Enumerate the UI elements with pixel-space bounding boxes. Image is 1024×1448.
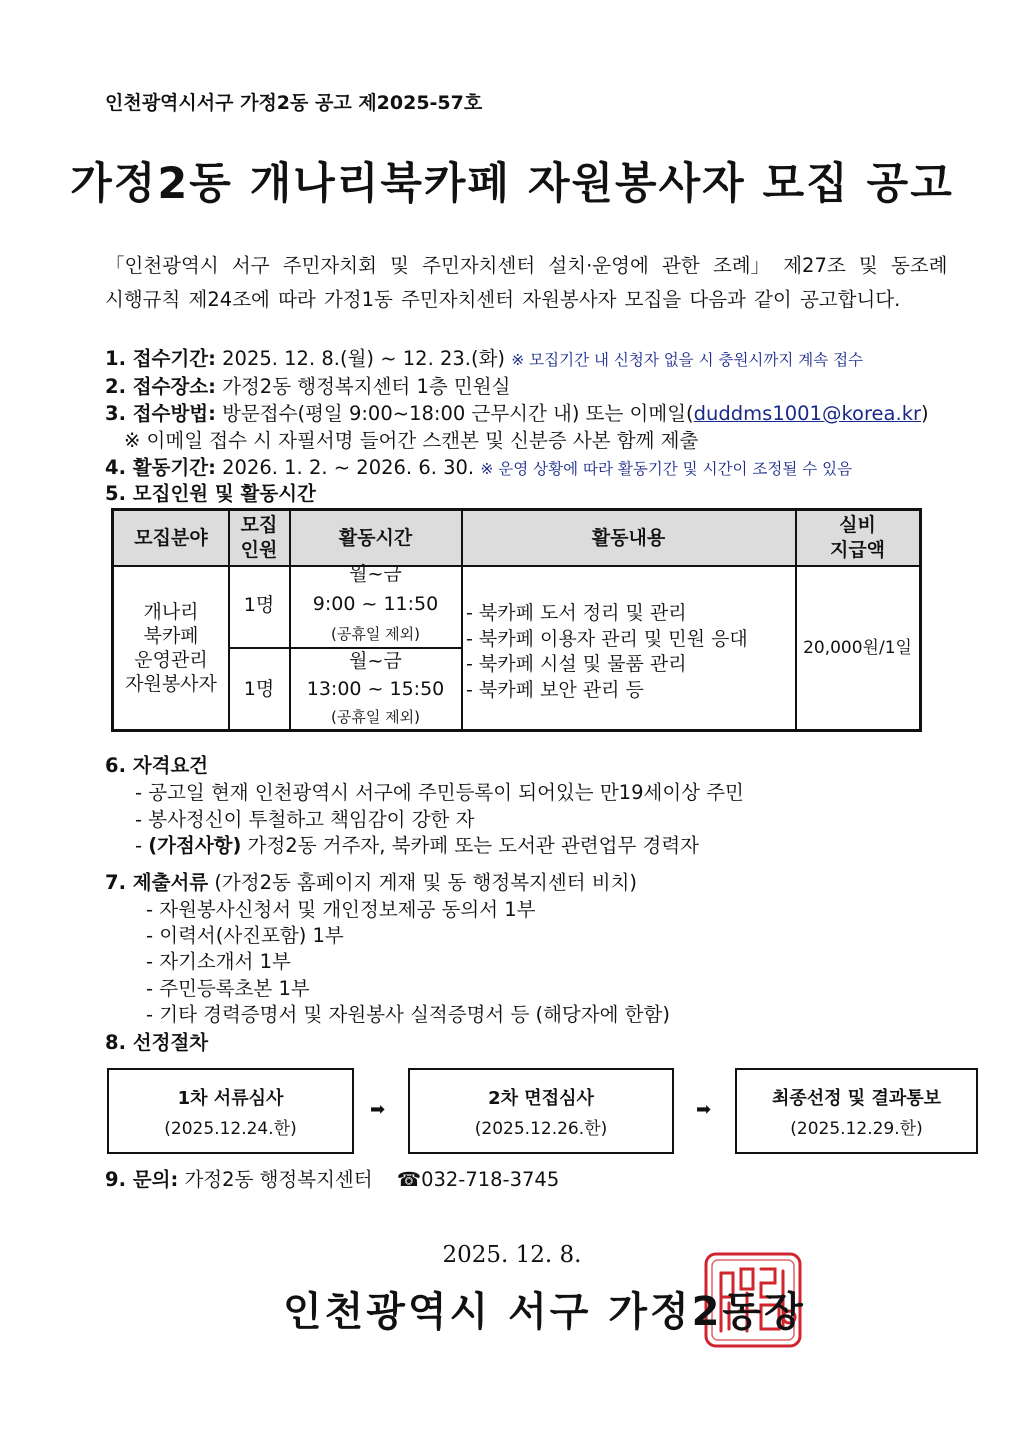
header-content: 활동내용 <box>591 526 666 549</box>
arrow-icon: ➡ <box>370 1099 386 1120</box>
document-line: - 자기소개서 1부 <box>146 950 291 973</box>
task-item: - 북카페 보안 관리 등 <box>466 678 644 701</box>
item-value: 2025. 12. 8.(월) ~ 12. 23.(화) <box>222 347 506 370</box>
item-label: 5. 모집인원 및 활동시간 <box>105 482 316 505</box>
item-reception-period <box>105 343 863 371</box>
item-label: 2. 접수장소: <box>105 375 216 398</box>
row2-note: (공휴일 제외) <box>331 708 420 726</box>
step-date: (2025.12.24.한) <box>164 1119 297 1139</box>
item-label: 3. 접수방법: <box>105 402 216 425</box>
email-link[interactable]: duddms1001@korea.kr <box>693 402 922 425</box>
qualification-line: - 공고일 현재 인천광역시 서구에 주민등록이 되어있는 만19세이상 주민 <box>135 781 744 804</box>
selection-step-1 <box>107 1068 354 1154</box>
pay-cell: 20,000원/1일 <box>803 637 912 658</box>
qualifications-heading: 6. 자격요건 <box>105 754 209 777</box>
row2-time <box>290 646 461 732</box>
item-reception-method <box>105 398 929 426</box>
intro-line-2: 시행규칙 제24조에 따라 가정1동 주민자치센터 자원봉사자 모집을 다음과 같이 공고합니다. <box>105 288 901 311</box>
item-value: 방문접수(평일 9:00~18:00 근무시간 내) 또는 이메일( <box>222 402 694 425</box>
field-line: 북카페 <box>143 625 199 647</box>
signer-name: 인천광역시 서구 가정2동장 <box>283 1289 806 1335</box>
step-title: 최종선정 및 결과통보 <box>771 1088 942 1109</box>
inquiry-phone: ☎032-718-3745 <box>396 1168 560 1191</box>
row2-days: 월~금 <box>349 650 402 672</box>
header-count-line2: 인원 <box>240 539 278 561</box>
item-recruitment-heading <box>105 478 316 506</box>
selection-step-2 <box>408 1068 674 1154</box>
documents-heading-note: (가정2동 홈페이지 게재 및 동 행정복지센터 비치) <box>208 871 638 894</box>
header-pay-line2: 지급액 <box>829 539 886 561</box>
field-cell <box>114 567 228 729</box>
inquiry-value: 가정2동 행정복지센터 <box>184 1168 373 1191</box>
step-date: (2025.12.26.한) <box>474 1119 608 1139</box>
item-value: 가정2동 행정복지센터 1층 민원실 <box>222 375 511 398</box>
header-count-line1: 모집 <box>240 514 278 536</box>
header-field: 모집분야 <box>134 526 208 549</box>
selection-heading: 8. 선정절차 <box>105 1031 209 1054</box>
header-time: 활동시간 <box>338 526 413 549</box>
bonus-label: (가점사항) <box>148 834 242 857</box>
item-value-suffix: ) <box>921 402 929 425</box>
item-label: 1. 접수기간: <box>105 347 216 370</box>
qualification-line: - 봉사정신이 투철하고 책임감이 강한 자 <box>135 808 475 831</box>
row1-days: 월~금 <box>349 563 402 585</box>
header-count <box>229 511 289 565</box>
document-line: - 이력서(사진포함) 1부 <box>146 924 344 947</box>
document-line: - 주민등록초본 1부 <box>146 977 310 1000</box>
row2-count: 1명 <box>243 677 275 700</box>
intro-line-1: 「인천광역시 서구 주민자치회 및 주민자치센터 설치·운영에 관한 조례」 제27조 및 동조례 <box>105 254 948 277</box>
task-item: - 북카페 시설 및 물품 관리 <box>466 653 687 675</box>
step-title: 2차 면접심사 <box>488 1088 594 1109</box>
task-item: - 북카페 도서 정리 및 관리 <box>466 602 687 624</box>
row1-count: 1명 <box>243 594 275 616</box>
item-value: 2026. 1. 2. ~ 2026. 6. 30. <box>222 456 475 479</box>
step-date: (2025.12.29.한) <box>790 1119 923 1139</box>
inquiry <box>105 1164 559 1192</box>
field-line: 자원봉사자 <box>125 673 217 695</box>
item-reception-place <box>105 371 510 399</box>
header-pay-line1: 실비 <box>839 514 876 536</box>
item-note: ※ 모집기간 내 신청자 없을 시 충원시까지 계속 접수 <box>511 351 864 369</box>
bonus-text: 가정2동 거주자, 북카페 또는 도서관 관련업무 경력자 <box>241 834 700 857</box>
field-line: 운영관리 <box>134 649 208 671</box>
recruitment-table <box>111 508 922 732</box>
document-line: - 자원봉사신청서 및 개인정보제공 동의서 1부 <box>146 898 536 921</box>
qualification-bonus: - (가점사항) 가정2동 거주자, 북카페 또는 도서관 관련업무 경력자 <box>135 834 700 857</box>
field-line: 개나리 <box>143 601 199 623</box>
selection-step-3 <box>735 1068 978 1154</box>
task-item: - 북카페 이용자 관리 및 민원 응대 <box>466 627 748 650</box>
step-title: 1차 서류심사 <box>177 1088 284 1109</box>
item-label: 4. 활동기간: <box>105 456 216 479</box>
inquiry-label: 9. 문의: <box>105 1168 179 1191</box>
row1-hours: 9:00 ~ 11:50 <box>312 593 439 615</box>
issue-date: 2025. 12. 8. <box>442 1242 582 1268</box>
page-title: 가정2동 개나리북카페 자원봉사자 모집 공고 <box>70 159 954 209</box>
row1-note: (공휴일 제외) <box>331 625 420 643</box>
row2-hours: 13:00 ~ 15:50 <box>306 678 445 700</box>
item-activity-period <box>105 452 852 480</box>
arrow-icon: ➡ <box>696 1099 712 1120</box>
row1-time <box>290 561 461 647</box>
documents-heading: 7. 제출서류 (가정2동 홈페이지 게재 및 동 행정복지센터 비치) <box>105 871 638 894</box>
tasks-list <box>466 601 748 703</box>
header-pay <box>796 511 919 565</box>
email-note: ※ 이메일 접수 시 자필서명 들어간 스캔본 및 신분증 사본 함께 제출 <box>124 429 699 452</box>
document-line: - 기타 경력증명서 및 자원봉사 실적증명서 등 (해당자에 한함) <box>146 1003 670 1026</box>
notice-number: 인천광역시서구 가정2동 공고 제2025-57호 <box>105 92 483 114</box>
item-note: ※ 운영 상황에 따라 활동기간 및 시간이 조정될 수 있음 <box>480 460 853 478</box>
